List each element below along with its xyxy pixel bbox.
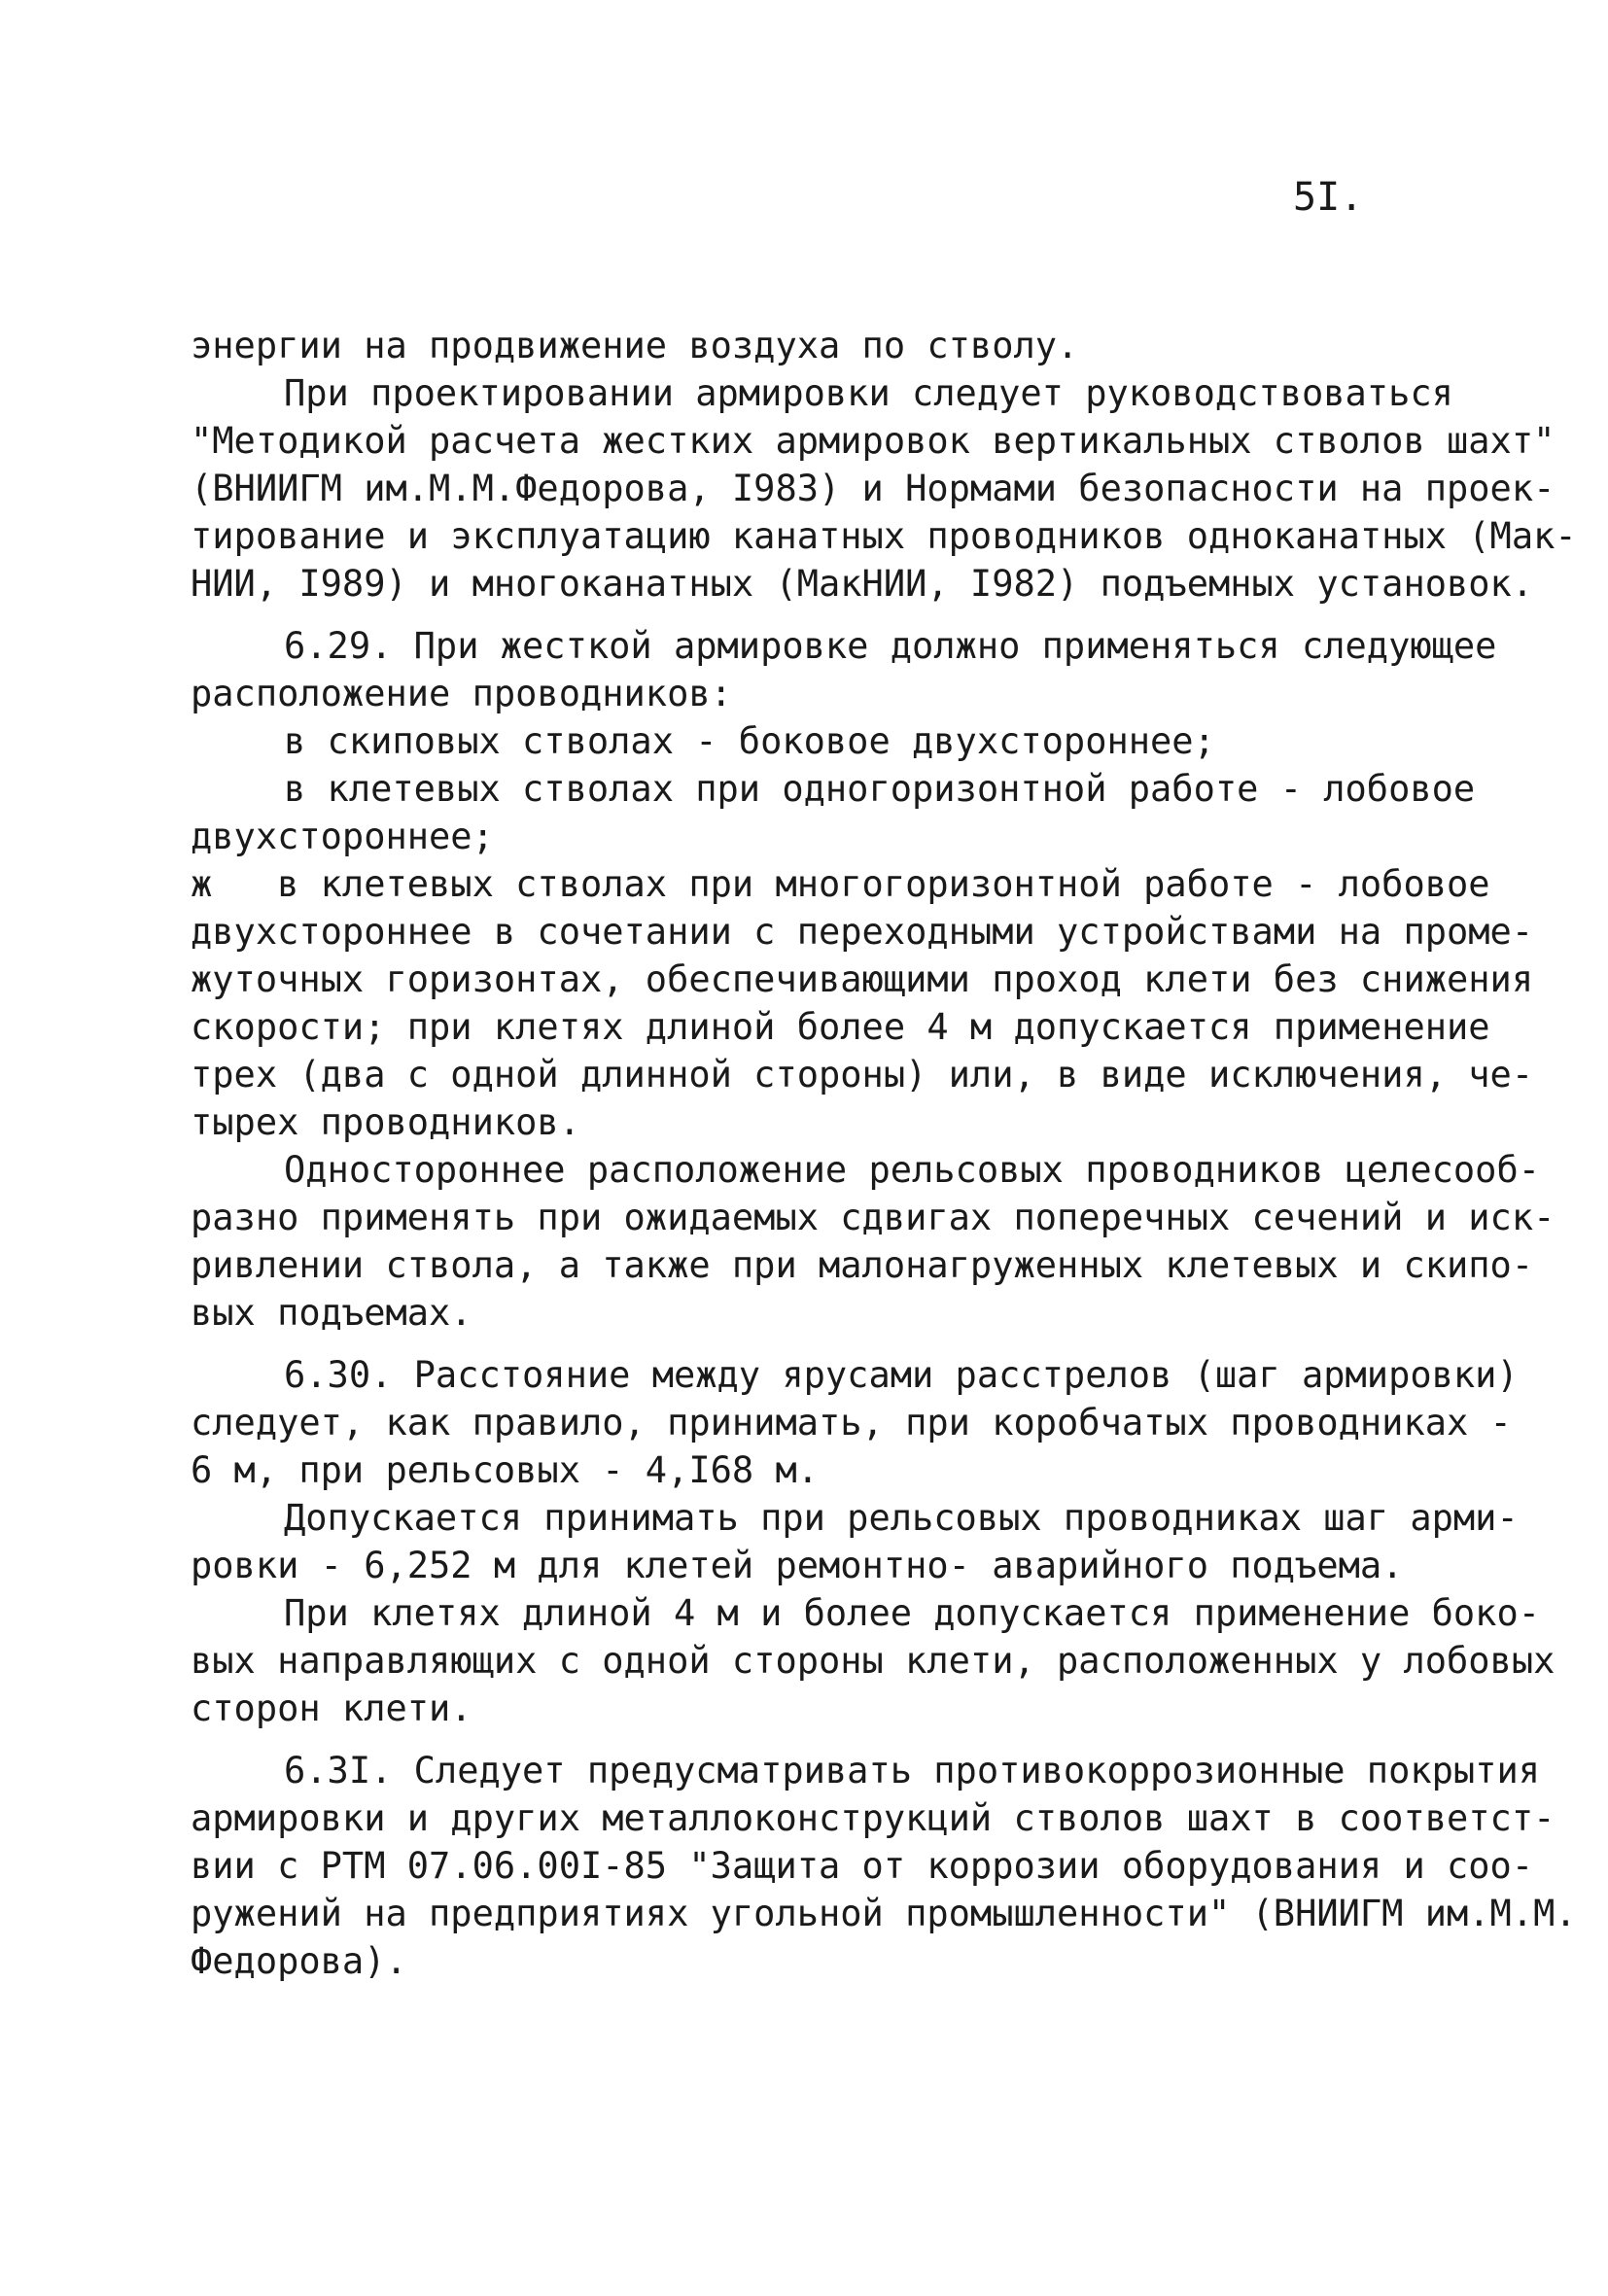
text-line: Федорова). <box>191 1940 407 1982</box>
text-line: 6.29. При жесткой армировке должно применяться следующее <box>284 625 1497 667</box>
text-line: 6.30. Расстояние между ярусами расстрелов (шаг армировки) <box>284 1354 1519 1396</box>
text-line: вии с РТМ 07.06.00I-85 "Защита от коррозии оборудования и соо- <box>191 1845 1534 1887</box>
text-line: "Методикой расчета жестких армировок вертикальных стволов шахт" <box>191 420 1556 462</box>
text-line: скорости; при клетях длиной более 4 м допускается применение <box>191 1006 1490 1048</box>
text-line: тырех проводников. <box>191 1101 580 1143</box>
text-line: следует, как правило, принимать, при коробчатых проводниках - <box>191 1402 1512 1444</box>
text-line: двухстороннее; <box>191 816 494 857</box>
text-line: трех (два с одной длинной стороны) или, в виде исключения, че- <box>191 1054 1534 1096</box>
text-line: сторон клети. <box>191 1687 472 1729</box>
text-line: Допускается принимать при рельсовых проводниках шаг арми- <box>284 1497 1519 1539</box>
text-line: 6.3I. Следует предусматривать противокоррозионные покрытия <box>284 1750 1541 1792</box>
text-line: (ВНИИГМ им.М.М.Федорова, I983) и Нормами безопасности на проек- <box>191 468 1556 509</box>
text-line: ружений на предприятиях угольной промышленности" (ВНИИГМ им.М.М. <box>191 1893 1577 1934</box>
text-line: энергии на продвижение воздуха по стволу. <box>191 325 1079 366</box>
text-line: жуточных горизонтах, обеспечивающими проход клети без снижения <box>191 958 1534 1000</box>
text-line: разно применять при ожидаемых сдвигах поперечных сечений и иск- <box>191 1197 1556 1238</box>
text-line: расположение проводников: <box>191 673 732 714</box>
text-line: При проектировании армировки следует руководствоваться <box>284 372 1453 414</box>
text-line: вых подъемах. <box>191 1292 472 1334</box>
text-line: вых направляющих с одной стороны клети, расположенных у лобовых <box>191 1640 1556 1682</box>
text-line: в клетевых стволах при одногоризонтной работе - лобовое <box>284 768 1476 810</box>
text-line: ровки - 6,252 м для клетей ремонтно- аварийного подъема. <box>191 1545 1404 1586</box>
text-line: 6 м, при рельсовых - 4,I68 м. <box>191 1449 820 1491</box>
text-line: ривлении ствола, а также при малонагруженных клетевых и скипо- <box>191 1244 1534 1286</box>
text-line: Одностороннее расположение рельсовых проводников целесооб- <box>284 1149 1541 1191</box>
text-line: в скиповых стволах - боковое двухстороннее; <box>284 720 1215 762</box>
text-line: НИИ, I989) и многоканатных (МакНИИ, I982) подъемных установок. <box>191 563 1534 605</box>
text-line: двухстороннее в сочетании с переходными устройствами на проме- <box>191 911 1534 953</box>
text-line: При клетях длиной 4 м и более допускается применение боко- <box>284 1592 1541 1634</box>
text-line: армировки и других металлоконструкций стволов шахт в соответст- <box>191 1797 1556 1839</box>
text-line: тирование и эксплуатацию канатных проводников одноканатных (Мак- <box>191 515 1577 557</box>
text-line: ж в клетевых стволах при многогоризонтной работе - лобовое <box>191 863 1490 905</box>
page-number: 5I. <box>1293 175 1364 220</box>
